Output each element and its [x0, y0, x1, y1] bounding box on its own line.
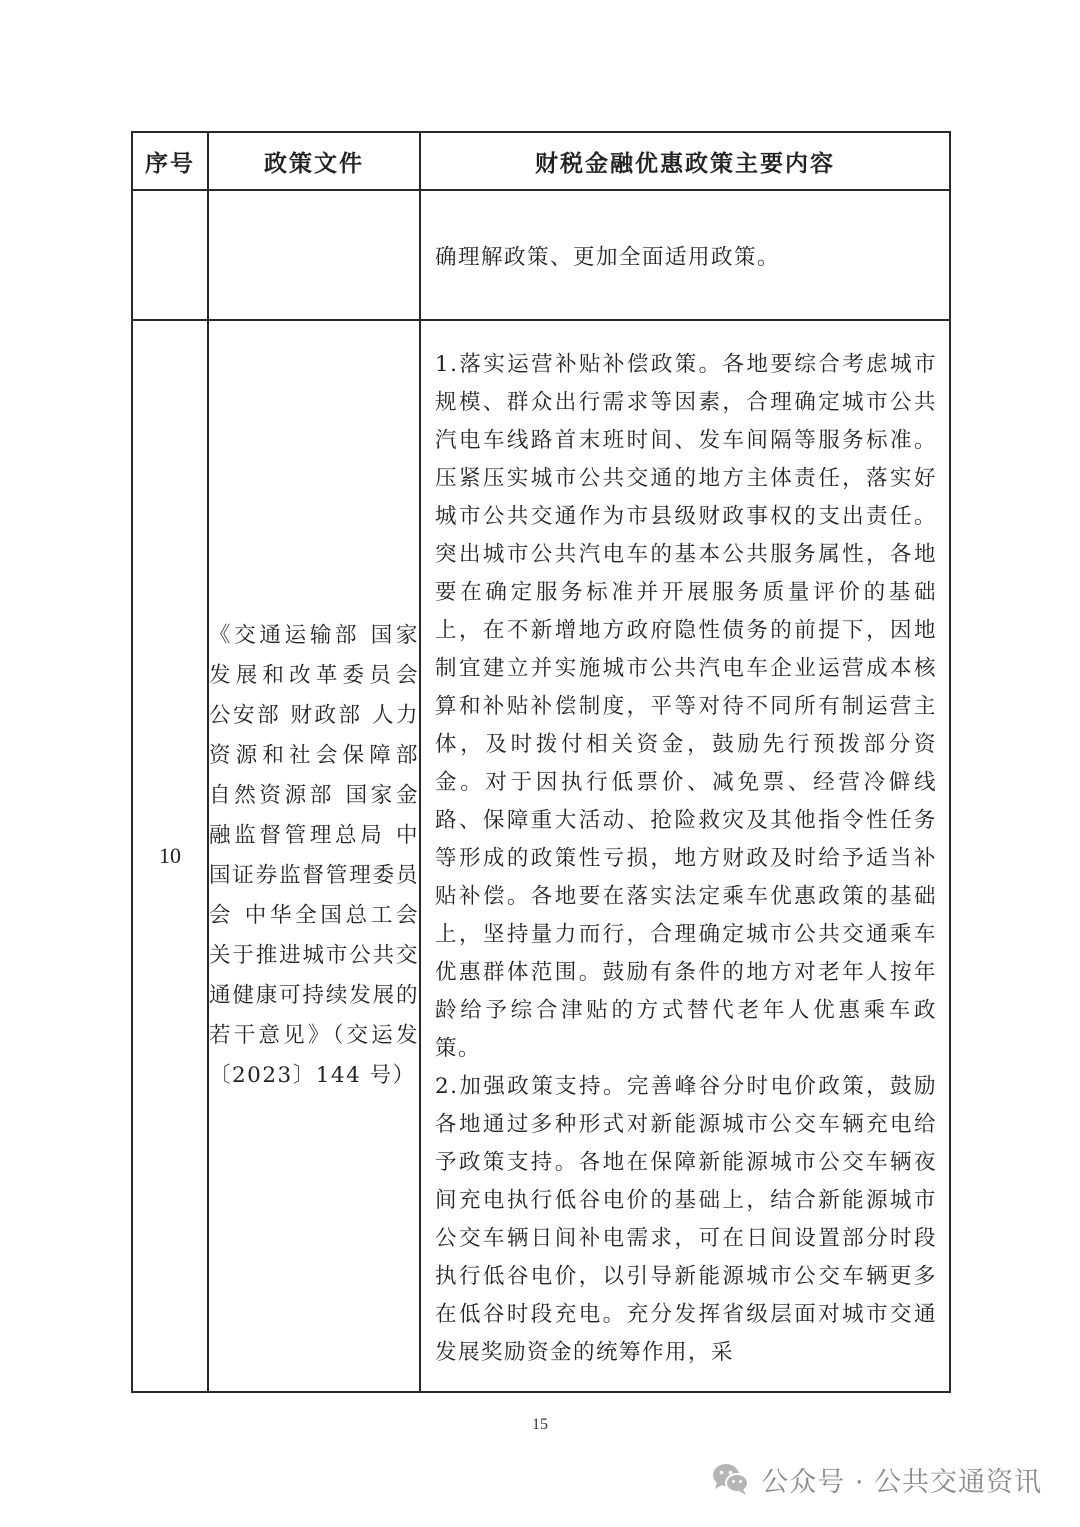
cell-document	[208, 190, 420, 320]
header-policy-document: 政策文件	[208, 132, 420, 190]
watermark	[711, 1455, 1042, 1503]
table-header-row	[132, 132, 950, 190]
header-number: 序号	[132, 132, 208, 190]
cell-document: 《交通运输部 国家发展和改革委员会 公安部 财政部 人力资源和社会保障部 自然资源部 国家金融监督管理总局 中国证券监督管理委员会 中华全国总工会关于推进城市公共交通健康可持续发展的若干意见》（交运发〔2023〕144 号）	[208, 320, 420, 1392]
content-paragraph-2: 2.加强政策支持。完善峰谷分时电价政策，鼓励各地通过多种形式对新能源城市公交车辆充电给予政策支持。各地在保障新能源城市公交车辆夜间充电执行低谷电价的基础上，结合新能源城市公交车辆日间补电需求，可在日间设置部分时段执行低谷电价，以引导新能源城市公交车辆更多在低谷时段充电。充分发挥省级层面对城市交通发展奖励资金的统筹作用，采	[435, 1074, 937, 1365]
header-main-content: 财税金融优惠政策主要内容	[420, 132, 950, 190]
page-number: 15	[532, 1416, 548, 1433]
cell-content	[420, 190, 950, 320]
wechat-icon	[711, 1461, 751, 1497]
table-row	[132, 320, 950, 1392]
cell-number: 10	[132, 320, 208, 1392]
cell-number	[132, 190, 208, 320]
watermark-text: 公众号 · 公共交通资讯	[761, 1466, 1042, 1498]
policy-table	[131, 131, 951, 1393]
content-paragraph: 确理解政策、更加全面适用政策。	[435, 245, 781, 270]
content-paragraph-1: 1.落实运营补贴补偿政策。各地要综合考虑城市规模、群众出行需求等因素，合理确定城市公共汽电车线路首末班时间、发车间隔等服务标准。压紧压实城市公共交通的地方主体责任，落实好城市公共交通作为市县级财政事权的支出责任。突出城市公共汽电车的基本公共服务属性，各地要在确定服务标准并开展服务质量评价的基础上，在不新增地方政府隐性债务的前提下，因地制宜建立并实施城市公共汽电车企业运营成本核算和补贴补偿制度，平等对待不同所有制运营主体，及时拨付相关资金，鼓励先行预拨部分资金。对于因执行低票价、减免票、经营冷僻线路、保障重大活动、抢险救灾及其他指令性任务等形成的政策性亏损，地方财政及时给予适当补贴补偿。各地要在落实法定乘车优惠政策的基础上，坚持量力而行，合理确定城市公共交通乘车优惠群体范围。鼓励有条件的地方对老年人按年龄给予综合津贴的方式替代老年人优惠乘车政策。	[435, 352, 937, 1061]
cell-content	[420, 320, 950, 1392]
table-row	[132, 190, 950, 320]
